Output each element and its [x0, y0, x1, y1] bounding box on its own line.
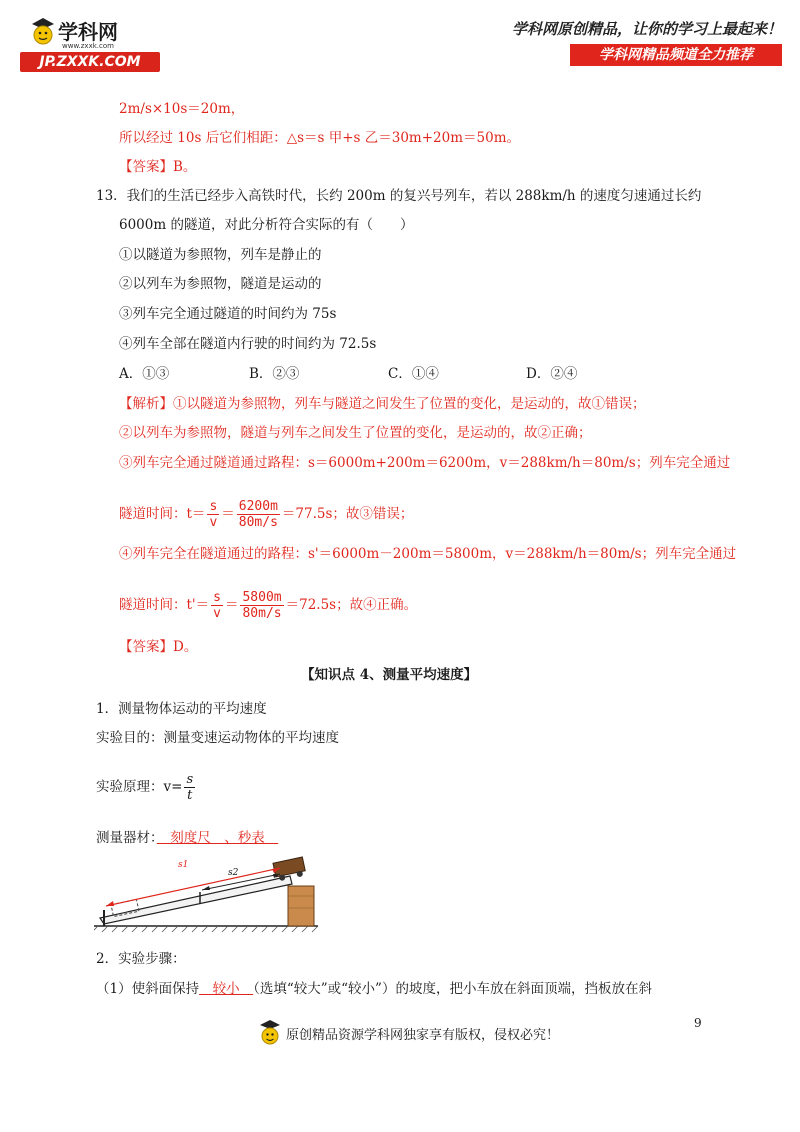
fraction-s-over-t — [184, 772, 195, 803]
formula-line — [119, 497, 413, 531]
statement-item: ④列车全部在隧道内行驶的时间约为 72.5s — [119, 336, 377, 352]
incline-diagram — [94, 856, 324, 934]
mascot-icon — [258, 1018, 282, 1048]
formula-prefix: 隧道时间：t＝ — [119, 506, 206, 522]
equipment-answer: 刻度尺 、秒表 — [156, 830, 279, 846]
denominator: v — [213, 606, 221, 621]
statement-item: ③列车完全通过隧道的时间约为 75s — [119, 306, 337, 322]
denominator: t — [187, 788, 193, 803]
question-stem: 13．我们的生活已经步入高铁时代，长约 200m 的复兴号列车，若以 288km/h 的速度匀速通过长约 — [96, 188, 702, 204]
formula-result: ＝72.5s；故④正确。 — [285, 597, 418, 613]
step-text: （1）使斜面保持 — [96, 981, 200, 997]
numerator: s — [186, 772, 194, 787]
fraction-values — [240, 590, 283, 621]
choice-b: B．②③ — [249, 366, 300, 382]
channel-text: 学科网精品频道全力推荐 — [599, 47, 753, 63]
analysis-line: ④列车完全在隧道通过的路程：s'＝6000m－200m＝5800m，v＝288km/h＝80m/s；列车完全通过 — [119, 546, 737, 562]
section-item: 1．测量物体运动的平均速度 — [96, 701, 267, 717]
site-badge — [20, 52, 160, 72]
formula-prefix: 隧道时间：t'＝ — [119, 597, 210, 613]
analysis-line: ②以列车为参照物，隧道与列车之间发生了位置的变化，是运动的，故②正确； — [119, 425, 592, 441]
footer — [258, 1018, 559, 1048]
analysis-line: 【解析】①以隧道为参照物，列车与隧道之间发生了位置的变化，是运动的，故①错误； — [119, 396, 646, 412]
logo-subtext: www.zxxk.com — [62, 42, 114, 50]
denominator: 80m/s — [238, 515, 278, 530]
step-line — [96, 979, 652, 999]
site-text: JP.ZXXK.COM — [39, 54, 141, 70]
answer-line: 【答案】D。 — [119, 639, 198, 655]
answer-line: 【答案】B。 — [119, 159, 197, 175]
numerator: 6200m — [238, 499, 278, 514]
choice-c: C．①④ — [388, 366, 439, 382]
header-logo — [20, 14, 160, 74]
label-s1: s1 — [178, 860, 189, 870]
step-answer: 较小 — [199, 981, 254, 997]
equals-sign: ＝ — [224, 597, 239, 613]
equipment-line — [96, 828, 278, 848]
fraction-values — [237, 499, 280, 530]
numerator: s — [209, 499, 218, 514]
header-slogan: 学科网原创精品，让你的学习上最起来！ — [512, 20, 783, 38]
analysis-line: ③列车完全通过隧道通过路程：s＝6000m+200m＝6200m，v＝288km/h＝80m/s；列车完全通过 — [119, 455, 731, 471]
numerator: 5800m — [242, 590, 282, 605]
step-text: （选填“较大”或“较小”）的坡度，把小车放在斜面顶端，挡板放在斜 — [253, 981, 652, 997]
logo-text: 学科网 — [58, 20, 118, 44]
equals-sign: ＝ — [221, 506, 235, 522]
principle-line — [96, 770, 197, 804]
solution-line: 所以经过 10s 后它们相距：△s＝s 甲+s 乙＝30m+20m＝50m。 — [119, 130, 520, 146]
question-stem: 6000m 的隧道，对此分析符合实际的有（ ） — [119, 217, 414, 233]
fraction-s-over-v — [211, 590, 223, 621]
denominator: 80m/s — [242, 606, 282, 621]
statement-item: ②以列车为参照物，隧道是运动的 — [119, 276, 322, 292]
section-heading: 【知识点 4、测量平均速度】 — [301, 667, 478, 683]
section-item: 2．实验步骤： — [96, 951, 186, 967]
mascot-icon — [30, 16, 56, 48]
footer-copyright: 原创精品资源学科网独家享有版权，侵权必究！ — [286, 1027, 560, 1043]
channel-banner — [570, 44, 782, 66]
numerator: s — [213, 590, 221, 605]
formula-result: ＝77.5s；故③错误； — [281, 506, 414, 522]
label-s2: s2 — [228, 868, 239, 878]
page-number: 9 — [694, 1016, 702, 1030]
section-item: 实验目的：测量变速运动物体的平均速度 — [96, 730, 339, 746]
principle-label: 实验原理：v= — [96, 779, 183, 795]
statement-item: ①以隧道为参照物，列车是静止的 — [119, 247, 322, 263]
denominator: v — [209, 515, 218, 530]
choice-a: A．①③ — [119, 366, 170, 382]
equipment-label: 测量器材： — [96, 830, 157, 846]
fraction-s-over-v — [207, 499, 219, 530]
formula-line — [119, 588, 417, 622]
choice-d: D．②④ — [526, 366, 578, 382]
solution-line: 2m/s×10s＝20m， — [119, 101, 245, 117]
